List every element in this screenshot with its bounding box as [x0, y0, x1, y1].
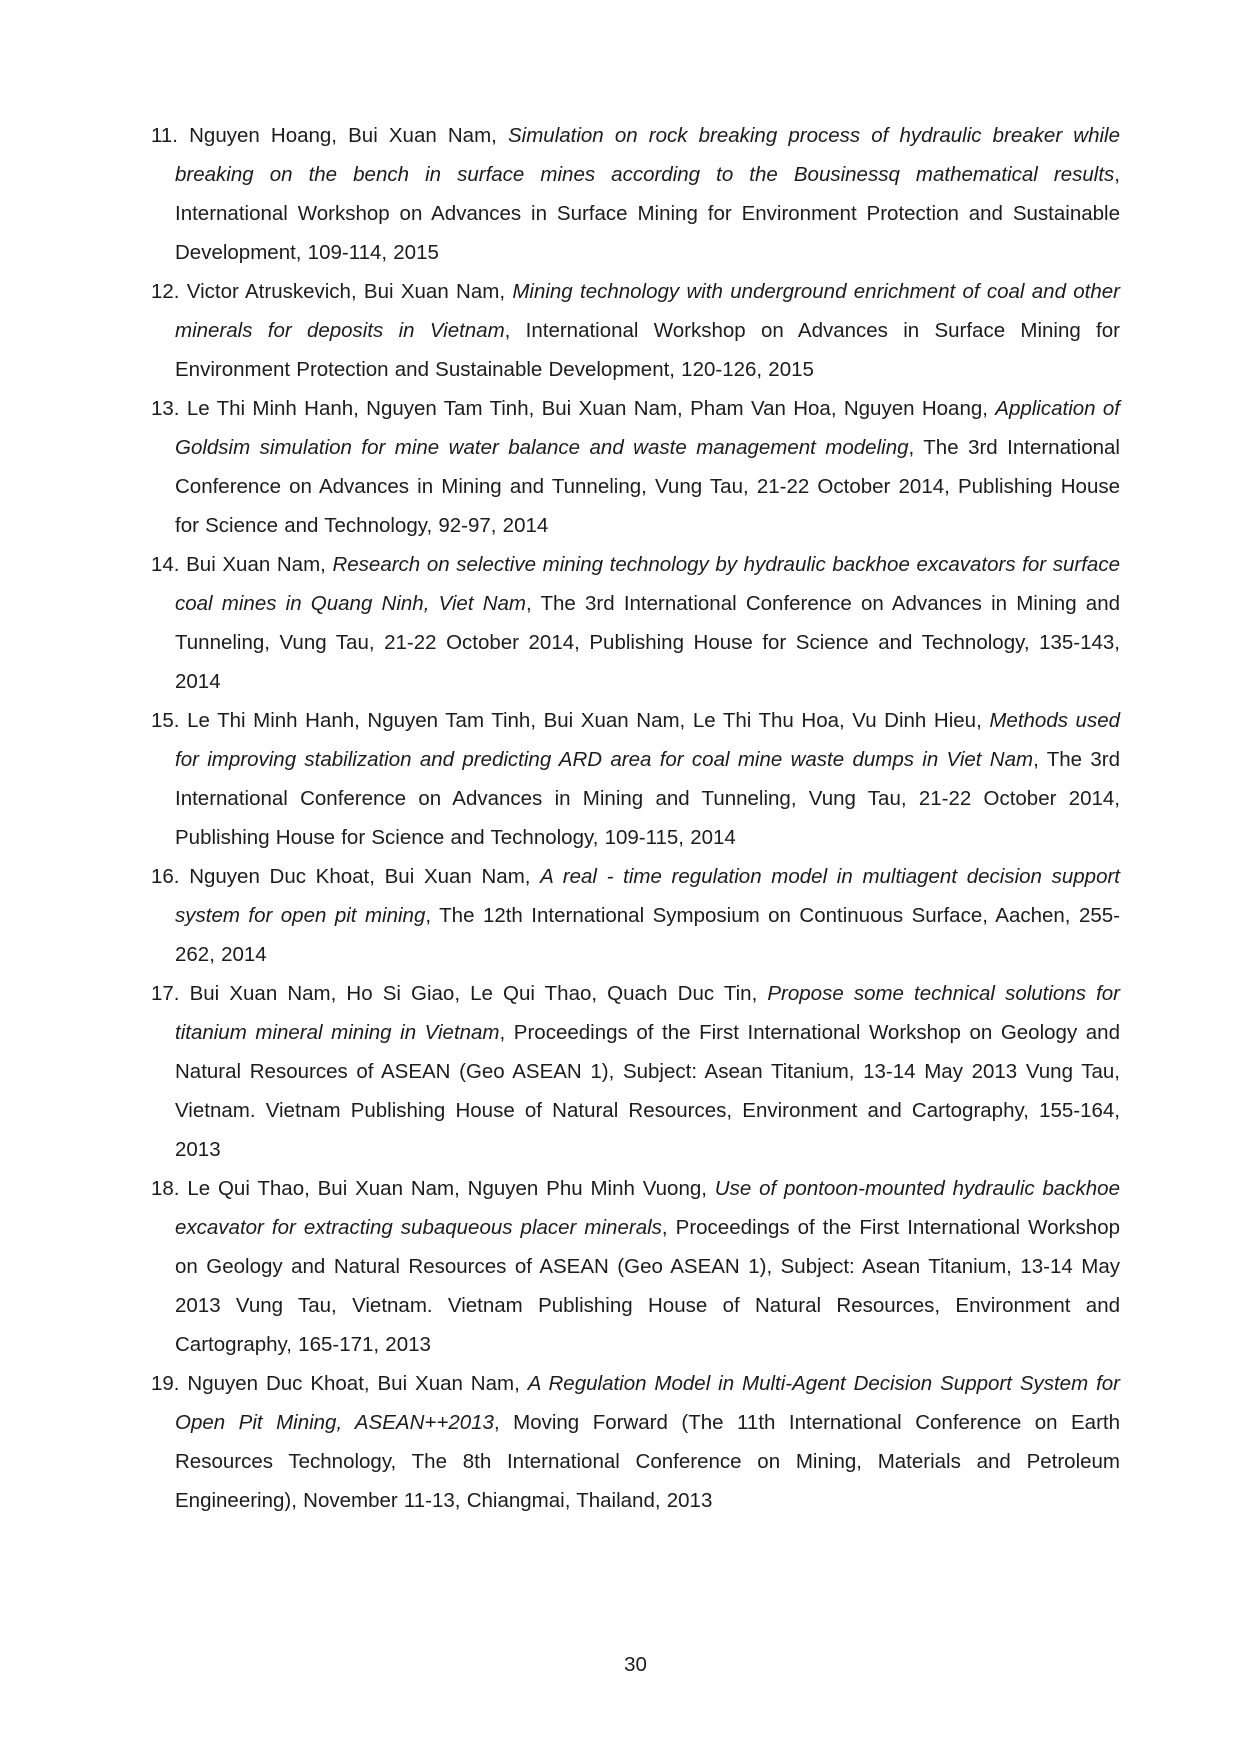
reference-list [151, 116, 1120, 1520]
reference-text: , Proceedings of the First International Workshop on Geology and Natural Resources of ASEAN (Geo ASEAN 1), Subject: Asean Titanium, 13-14 May 2013 Vung Tau, Vietnam. Vietnam Publishing House of Natural Resources, Environment and Cartography, 165-171, 2013 [175, 1216, 1120, 1356]
page-number: 30 [624, 1653, 647, 1676]
reference-title: A Regulation Model in Multi-Agent Decision Support System for Open Pit Mining, ASEAN++2013 [175, 1372, 1120, 1434]
reference-text: , International Workshop on Advances in Surface Mining for Environment Protection and Sustainable Development, 120-126, 2015 [175, 319, 1120, 381]
reference-text: Bui Xuan Nam, Ho Si Giao, Le Qui Thao, Quach Duc Tin, [189, 982, 768, 1005]
reference-number: 12. [151, 280, 180, 303]
reference-title: A real - time regulation model in multiagent decision support system for open pit mining [175, 865, 1120, 927]
reference-text: , Proceedings of the First International Workshop on Geology and Natural Resources of ASEAN (Geo ASEAN 1), Subject: Asean Titanium, 13-14 May 2013 Vung Tau, Vietnam. Vietnam Publishing House of Natural Resources, Environment and Cartography, 155-164, 2013 [175, 1021, 1120, 1161]
reference-text: Nguyen Hoang, Bui Xuan Nam, [189, 124, 508, 147]
reference-text: Le Thi Minh Hanh, Nguyen Tam Tinh, Bui Xuan Nam, Le Thi Thu Hoa, Vu Dinh Hieu, [187, 709, 990, 732]
reference-text: Victor Atruskevich, Bui Xuan Nam, [186, 280, 513, 303]
reference-text: , The 3rd International Conference on Advances in Mining and Tunneling, Vung Tau, 21-22 October 2014, Publishing House for Science and Technology, 109-115, 2014 [175, 748, 1120, 849]
reference-text: , Moving Forward (The 11th International Conference on Earth Resources Technology, The 8th International Conference on Mining, Materials and Petroleum Engineering), November 11-13, Chiangmai, Thailand, 2013 [175, 1411, 1121, 1512]
reference-item [151, 272, 1120, 389]
reference-text: , International Workshop on Advances in Surface Mining for Environment Protection and Sustainable Development, 109-114, 2015 [175, 163, 1120, 264]
reference-text: Le Thi Minh Hanh, Nguyen Tam Tinh, Bui Xuan Nam, Pham Van Hoa, Nguyen Hoang, [186, 397, 996, 420]
reference-title: Propose some technical solutions for titanium mineral mining in Vietnam [175, 982, 1120, 1044]
reference-text: Nguyen Duc Khoat, Bui Xuan Nam, [187, 1372, 528, 1395]
reference-text: , The 3rd International Conference on Advances in Mining and Tunneling, Vung Tau, 21-22 October 2014, Publishing House for Science and Technology, 135-143, 2014 [175, 592, 1120, 693]
reference-title: Simulation on rock breaking process of hydraulic breaker while breaking on the bench in surface mines according to the Bousinessq mathematical results [175, 124, 1120, 186]
reference-item [151, 1169, 1120, 1364]
reference-item [151, 701, 1120, 857]
reference-text: , The 3rd International Conference on Advances in Mining and Tunneling, Vung Tau, 21-22 October 2014, Publishing House for Science and Technology, 92-97, 2014 [175, 436, 1120, 537]
reference-number: 14. [151, 553, 180, 576]
reference-text: Bui Xuan Nam, [186, 553, 333, 576]
reference-item [151, 1364, 1120, 1520]
reference-title: Research on selective mining technology by hydraulic backhoe excavators for surface coal mines in Quang Ninh, Viet Nam [175, 553, 1120, 615]
reference-number: 15. [151, 709, 180, 732]
reference-item [151, 545, 1120, 701]
reference-number: 19. [151, 1372, 180, 1395]
reference-text: , The 12th International Symposium on Continuous Surface, Aachen, 255-262, 2014 [175, 904, 1120, 966]
reference-title: Mining technology with underground enrichment of coal and other minerals for deposits in Vietnam [175, 280, 1120, 342]
reference-title: Use of pontoon-mounted hydraulic backhoe excavator for extracting subaqueous placer minerals [175, 1177, 1120, 1239]
reference-number: 16. [151, 865, 180, 888]
reference-number: 11. [151, 124, 178, 147]
reference-title: Methods used for improving stabilization and predicting ARD area for coal mine waste dumps in Viet Nam [175, 709, 1120, 771]
reference-title: Application of Goldsim simulation for mine water balance and waste management modeling [175, 397, 1120, 459]
reference-number: 13. [151, 397, 180, 420]
reference-item [151, 116, 1120, 272]
reference-text: Le Qui Thao, Bui Xuan Nam, Nguyen Phu Minh Vuong, [187, 1177, 715, 1200]
reference-text: Nguyen Duc Khoat, Bui Xuan Nam, [189, 865, 541, 888]
reference-item [151, 389, 1120, 545]
reference-number: 18. [151, 1177, 180, 1200]
reference-item [151, 857, 1120, 974]
reference-item [151, 974, 1120, 1169]
reference-number: 17. [151, 982, 180, 1005]
